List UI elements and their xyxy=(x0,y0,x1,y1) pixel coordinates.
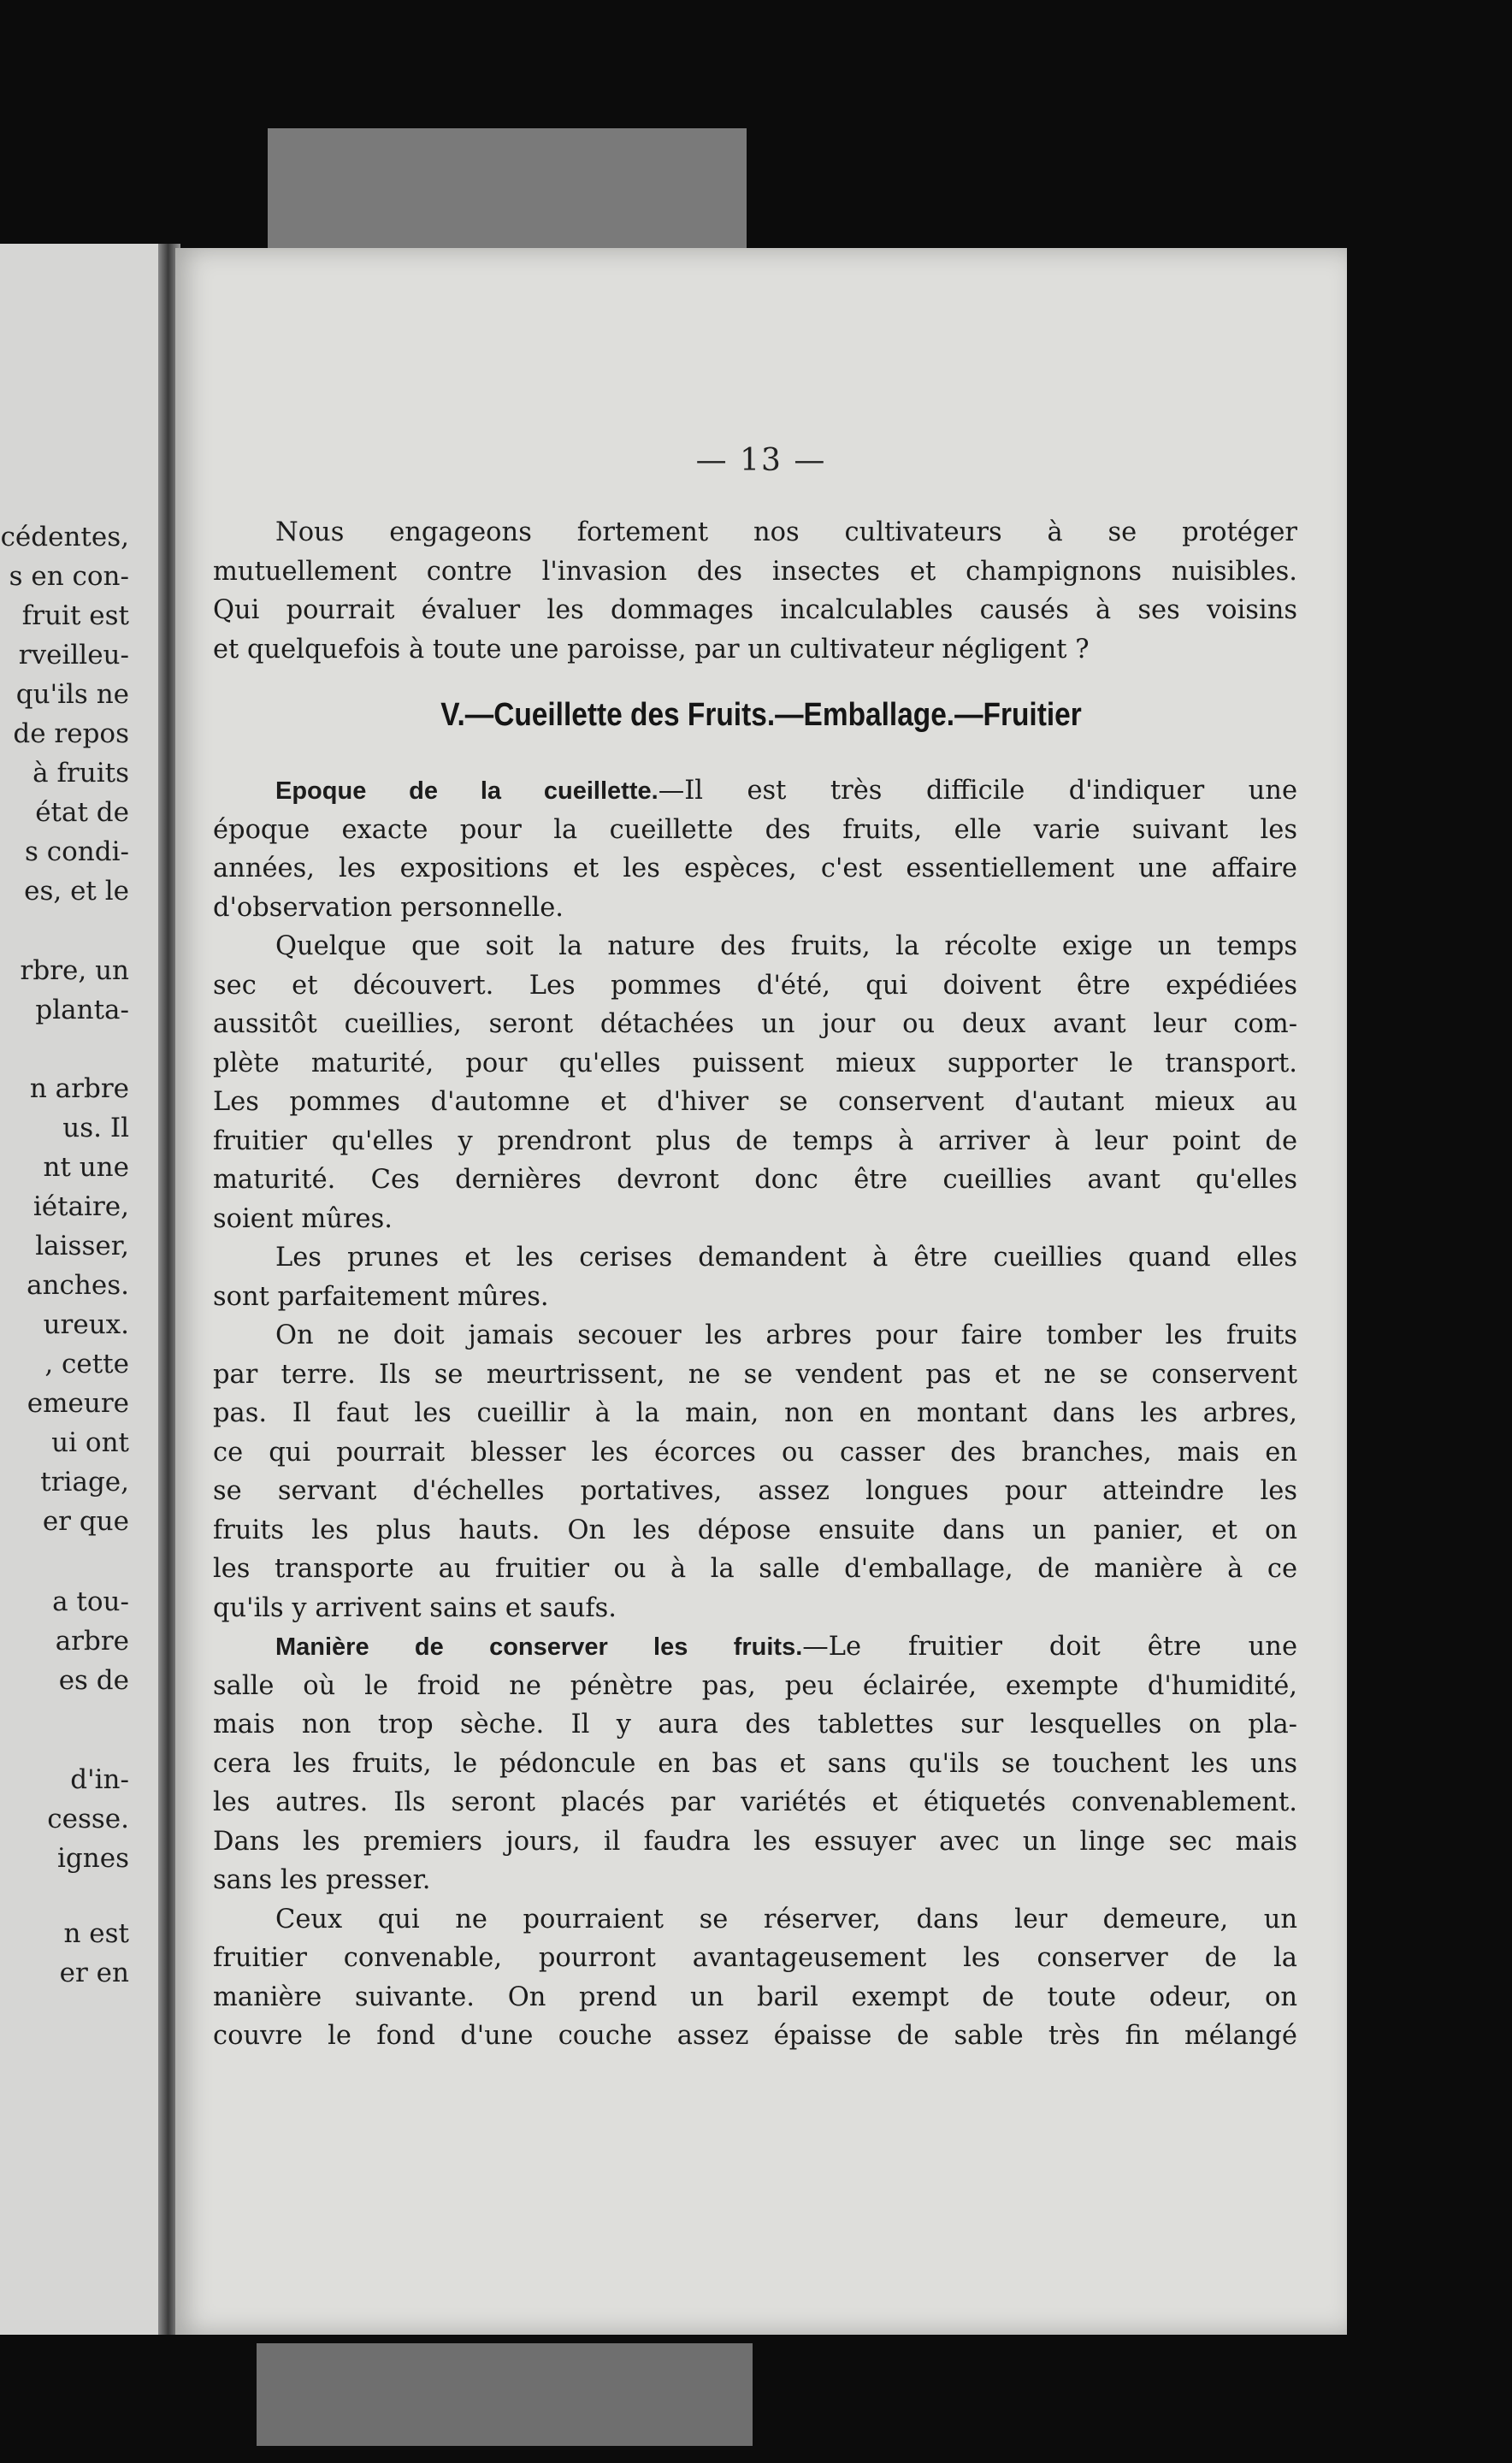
text-line: fruits les plus hauts. On les dépose ensuite dans un panier, et on xyxy=(213,1515,1297,1545)
text-line: Dans les premiers jours, il faudra les essuyer avec un linge sec mais xyxy=(213,1826,1297,1857)
text-line: sont parfaitement mûres. xyxy=(213,1281,549,1312)
left-page-text-fragment: rveilleu- xyxy=(18,640,129,670)
text-line: soient mûres. xyxy=(213,1203,393,1234)
text-line: d'observation personnelle. xyxy=(213,892,564,923)
text-line: sec et découvert. Les pommes d'été, qui doivent être expédiées xyxy=(213,970,1297,1001)
left-page-text-fragment: iétaire, xyxy=(32,1191,129,1222)
left-page-text-fragment: cédentes, xyxy=(0,522,129,552)
text-line: et quelquefois à toute une paroisse, par un cultivateur négligent ? xyxy=(213,634,1090,664)
left-page-text-fragment: planta- xyxy=(35,995,129,1025)
left-page-text-fragment: es, et le xyxy=(24,876,129,907)
section-heading: V.—Cueillette des Fruits.—Emballage.—Fruitier xyxy=(440,697,1082,733)
left-page-text-fragment: de repos xyxy=(13,718,129,749)
intro-paragraph xyxy=(213,513,1297,669)
left-page-text-fragment: état de xyxy=(35,797,129,828)
text-line: pas. Il faut les cueillir à la main, non en montant dans les arbres, xyxy=(213,1398,1297,1428)
left-page-text-fragment: à fruits xyxy=(32,758,129,789)
text-line: Nous engageons fortement nos cultivateurs à se protéger xyxy=(275,517,1297,547)
left-page-text-fragment: d'in- xyxy=(70,1764,129,1795)
left-page-text-fragment: qu'ils ne xyxy=(15,679,129,710)
left-page-text-fragment: nt une xyxy=(43,1152,129,1183)
text-line: les transporte au fruitier ou à la salle d'emballage, de manière à ce xyxy=(213,1554,1297,1584)
left-page-text-fragment: s condi- xyxy=(25,836,129,867)
left-page-text-fragment: es de xyxy=(58,1665,129,1696)
page-13 xyxy=(175,248,1347,2335)
epoque-runhead: Epoque de la cueillette. xyxy=(275,777,659,805)
text-line: se servant d'échelles portatives, assez longues pour atteindre les xyxy=(213,1476,1297,1506)
left-page-text-fragment: a tou- xyxy=(52,1586,129,1617)
text-line: ce qui pourrait blesser les écorces ou casser des branches, mais en xyxy=(213,1437,1297,1468)
text-line: les autres. Ils seront placés par variétés et étiquetés convenablement. xyxy=(213,1787,1297,1817)
text-line: Qui pourrait évaluer les dommages incalculables causés à ses voisins xyxy=(213,595,1297,625)
left-page-text-fragment: laisser, xyxy=(35,1231,129,1261)
left-page-text-fragment: arbre xyxy=(55,1626,129,1657)
text-line: On ne doit jamais secouer les arbres pour faire tomber les fruits xyxy=(275,1320,1297,1350)
text-line: Manière de conserver les fruits.—Le fruitier doit être une xyxy=(275,1632,1297,1662)
text-line: fruitier qu'elles y prendront plus de temps à arriver à leur point de xyxy=(213,1125,1297,1156)
text-line: manière suivante. On prend un baril exempt de toute odeur, on xyxy=(213,1982,1297,2012)
text-line: maturité. Ces dernières devront donc être cueillies avant qu'elles xyxy=(213,1165,1297,1195)
text-line: mutuellement contre l'invasion des insectes et champignons nuisibles. xyxy=(213,556,1297,587)
text-line: Les pommes d'automne et d'hiver se conservent d'autant mieux au xyxy=(213,1087,1297,1117)
text-line: plète maturité, pour qu'elles puissent mieux supporter le transport. xyxy=(213,1048,1297,1078)
page-number: — 13 — xyxy=(695,443,827,478)
text-line: fruitier convenable, pourront avantageusement les conserver de la xyxy=(213,1943,1297,1973)
left-page-text-fragment: er en xyxy=(59,1958,129,1988)
text-line: aussitôt cueillies, seront détachées un jour ou deux avant leur com- xyxy=(213,1009,1297,1039)
text-line: couvre le fond d'une couche assez épaisse de sable très fin mélangé xyxy=(213,2021,1297,2051)
left-page-text-fragment: rbre, un xyxy=(20,955,129,986)
text-line: époque exacte pour la cueillette des fruits, elle varie suivant les xyxy=(213,814,1297,845)
text-line: Epoque de la cueillette.—Il est très difficile d'indiquer une xyxy=(275,776,1297,806)
text-line: Les prunes et les cerises demandent à être cueillies quand elles xyxy=(275,1243,1297,1273)
section-body xyxy=(213,771,1297,2056)
left-page-text-fragment: ignes xyxy=(57,1843,129,1874)
text-line: mais non trop sèche. Il y aura des tablettes sur lesquelles on pla- xyxy=(213,1710,1297,1739)
left-page-text-fragment: n est xyxy=(63,1918,129,1949)
text-line: Quelque que soit la nature des fruits, la récolte exige un temps xyxy=(275,931,1297,961)
scanner-backing-bottom xyxy=(257,2343,753,2446)
maniere-runhead: Manière de conserver les fruits. xyxy=(275,1633,803,1661)
text-line: qu'ils y arrivent sains et saufs. xyxy=(213,1592,617,1623)
left-page-text-fragment: ui ont xyxy=(51,1427,129,1458)
left-page-text-fragment: cesse. xyxy=(47,1804,129,1834)
text-line: Ceux qui ne pourraient se réserver, dans leur demeure, un xyxy=(275,1904,1297,1934)
left-page-text-fragment: triage, xyxy=(40,1467,129,1497)
text-line: par terre. Ils se meurtrissent, ne se vendent pas et ne se conservent xyxy=(213,1359,1297,1390)
left-page-text-fragment: s en con- xyxy=(9,561,129,592)
text-line: cera les fruits, le pédoncule en bas et sans qu'ils se touchent les uns xyxy=(213,1748,1297,1779)
left-page-text-fragment: us. Il xyxy=(62,1113,129,1143)
left-page-text-fragment: emeure xyxy=(27,1388,129,1419)
left-page-text-fragment: anches. xyxy=(27,1270,129,1301)
left-page-text-fragment: , cette xyxy=(44,1349,129,1379)
text-line: salle où le froid ne pénètre pas, peu éclairée, exempte d'humidité, xyxy=(213,1670,1297,1701)
left-page-text-fragment: fruit est xyxy=(21,600,129,631)
left-page-text-fragment: er que xyxy=(42,1506,129,1537)
left-page-edge xyxy=(0,244,158,2335)
text-line: sans les presser. xyxy=(213,1865,431,1895)
text-line: années, les expositions et les espèces, c'est essentiellement une affaire xyxy=(213,853,1297,883)
left-page-text-fragment: n arbre xyxy=(29,1073,129,1104)
left-page-text-fragment: ureux. xyxy=(43,1309,129,1340)
